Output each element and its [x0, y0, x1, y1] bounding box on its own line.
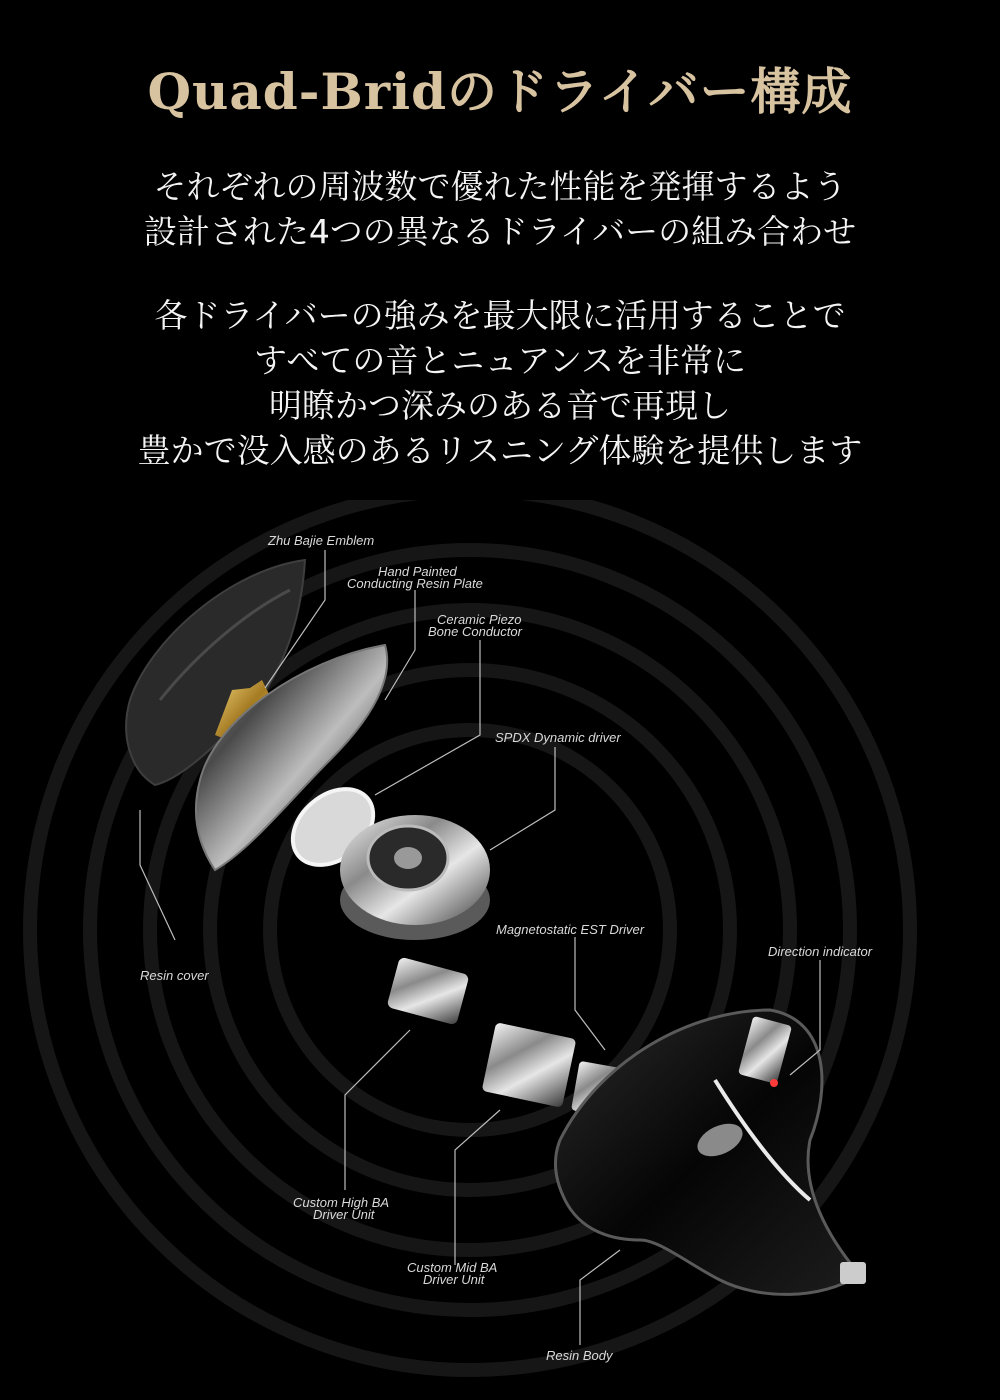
resin-body [555, 1010, 866, 1294]
label-resin-body: Resin Body [546, 1348, 613, 1363]
est-driver [386, 957, 469, 1026]
label-piezo-2: Bone Conductor [428, 624, 522, 639]
exploded-driver-diagram [0, 500, 1000, 1400]
intro-line: それぞれの周波数で優れた性能を発揮するよう [153, 167, 847, 206]
label-piezo-1: Ceramic Piezo [437, 612, 522, 627]
detail-line: 明瞭かつ深みのある音で再現し [269, 386, 731, 425]
mid-ba-driver [482, 1022, 577, 1108]
label-emblem: Zhu Bajie Emblem [268, 533, 375, 548]
detail-line: すべての音とニュアンスを非常に [253, 341, 747, 380]
dynamic-driver [340, 815, 490, 940]
intro-text [0, 164, 1000, 254]
label-mid-ba-2: Driver Unit [423, 1272, 485, 1287]
label-resin-cover: Resin cover [140, 968, 209, 983]
page-title: Quad-Bridのドライバー構成 [147, 62, 853, 121]
label-resin-plate-1: Hand Painted [378, 564, 457, 579]
detail-line: 各ドライバーの強みを最大限に活用することで [154, 296, 846, 335]
label-mid-ba-1: Custom Mid BA [407, 1260, 498, 1275]
label-dynamic: SPDX Dynamic driver [495, 730, 621, 745]
detail-text [0, 293, 1000, 473]
detail-line: 豊かで没入感のあるリスニング体験を提供します [137, 431, 863, 470]
label-est: Magnetostatic EST Driver [496, 922, 645, 937]
label-direction: Direction indicator [768, 944, 873, 959]
label-high-ba-1: Custom High BA [293, 1195, 390, 1210]
label-resin-plate-2: Conducting Resin Plate [347, 576, 483, 591]
label-high-ba-2: Driver Unit [313, 1207, 375, 1222]
intro-line: 設計された4つの異なるドライバーの組み合わせ [143, 212, 857, 251]
